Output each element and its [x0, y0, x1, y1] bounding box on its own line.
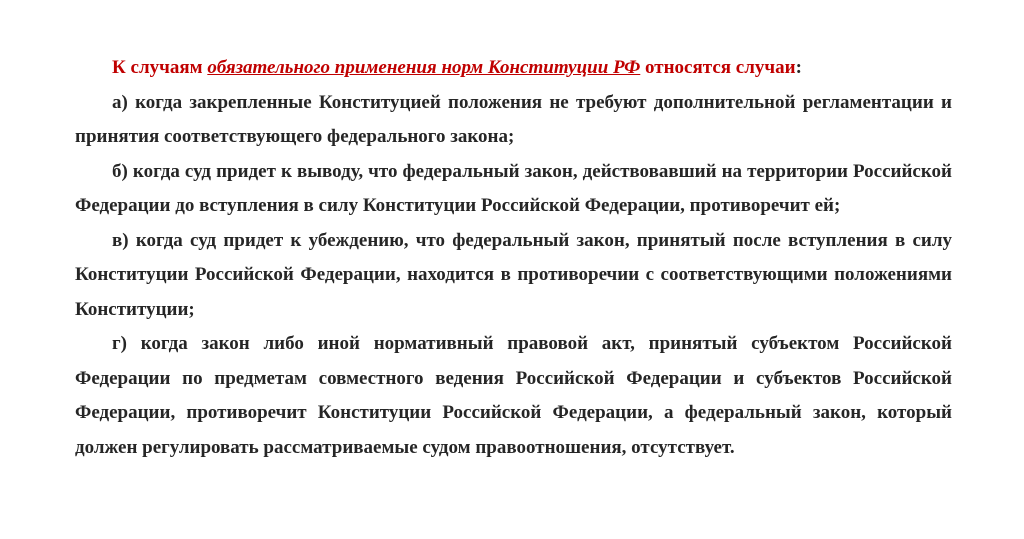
heading-suffix: относятся случаи: [640, 57, 796, 78]
slide-heading: [75, 51, 952, 86]
slide-content: [75, 51, 952, 465]
list-item-b: б) когда суд придет к выводу, что федеральный закон, действовавший на территории Российской Федерации до вступления в силу Конституции Российской Федерации, противоречит ей;: [75, 160, 952, 216]
heading-prefix: К случаям: [112, 57, 208, 78]
heading-emphasis: обязательного применения норм Конституции РФ: [207, 57, 641, 78]
list-item-a: а) когда закрепленные Конституцией положения не требуют дополнительной регламентации и принятия соответствующего федерального закона;: [75, 91, 952, 147]
heading-colon: :: [795, 57, 802, 78]
list-item-d: г) когда закон либо иной нормативный правовой акт, принятый субъектом Российской Федерации по предметам совместного ведения Российской Федерации и субъектов Российской Федерации, противоречит Конституции Российской Федерации, а федеральный закон, который должен регулировать рассматриваемые судом правоотношения, отсутствует.: [75, 333, 952, 458]
list-item-c: в) когда суд придет к убеждению, что федеральный закон, принятый после вступления в силу Конституции Российской Федерации, находится в противоречии с соответствующими положениями Конституции;: [75, 229, 952, 320]
